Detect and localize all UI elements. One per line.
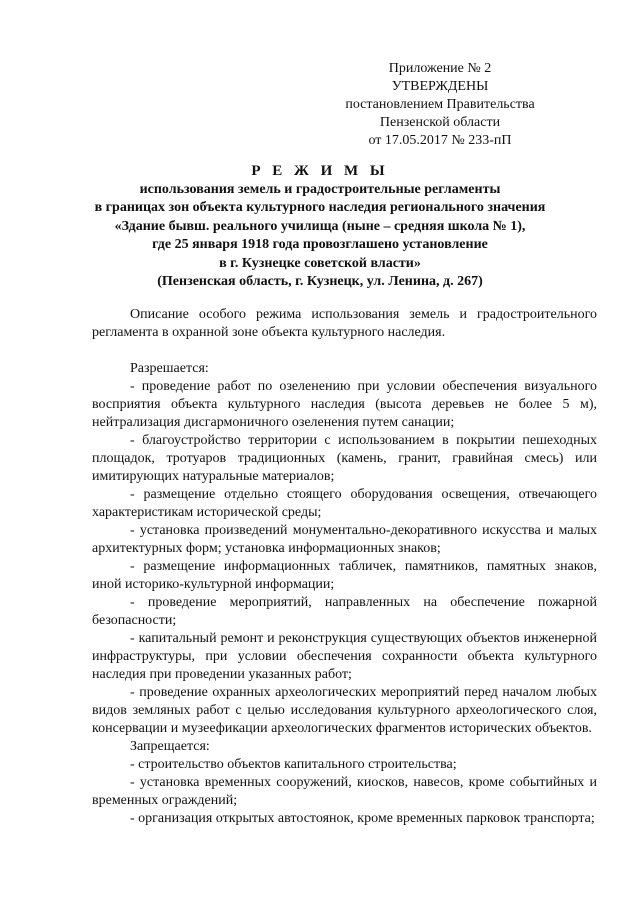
approval-date-number: от 17.05.2017 № 233-пП bbox=[368, 133, 512, 148]
document-body bbox=[92, 306, 597, 828]
title-line: использования земель и градостроительные регламенты bbox=[139, 181, 501, 197]
list-item: - проведение мероприятий, направленных на обеспечение пожарной безопасности; bbox=[92, 595, 597, 628]
title-heading: Р Е Ж И М Ы bbox=[251, 163, 389, 179]
approved-by: постановлением Правительства bbox=[345, 97, 535, 112]
forbidden-label: Запрещается: bbox=[130, 739, 210, 754]
list-item: - благоустройство территории с использованием в покрытии пешеходных площадок, тротуаров традиционных (камень, гранит, гравийная смесь) или имитирующих натуральные материалов; bbox=[92, 433, 597, 484]
list-item: - организация открытых автостоянок, кроме временных парковок транспорта; bbox=[130, 811, 595, 826]
title-line: в г. Кузнецке советской власти» bbox=[219, 255, 421, 271]
title-line: где 25 января 1918 года провозглашено установление bbox=[152, 237, 488, 252]
approved-label: УТВЕРЖДЕНЫ bbox=[391, 79, 489, 94]
list-item: - строительство объектов капитального строительства; bbox=[130, 757, 457, 772]
list-item: - проведение охранных археологических мероприятий перед началом любых видов земляных работ с целью исследования культурного археологического слоя, консервации и музеефикации археологических фрагментов исторических объектов. bbox=[92, 685, 597, 736]
list-item: - капитальный ремонт и реконструкция существующих объектов инженерной инфраструктуры, при условии обеспечения сохранности объекта культурного наследия при проведении указанных работ; bbox=[92, 631, 597, 682]
approved-region: Пензенской области bbox=[379, 115, 501, 130]
list-item: - размещение информационных табличек, памятников, памятных знаков, иной историко-культурной информации; bbox=[92, 559, 597, 592]
document-title bbox=[60, 162, 580, 292]
intro-paragraph: Описание особого режима использования земель и градостроительного регламента в охранной зоне объекта культурного наследия. bbox=[92, 307, 597, 340]
title-line: «Здание бывш. реального училища (ныне – средняя школа № 1), bbox=[114, 218, 526, 234]
list-item: - установка временных сооружений, киосков, навесов, кроме событийных и временных ограждений; bbox=[92, 775, 597, 808]
approval-stamp bbox=[300, 60, 580, 150]
list-item: - установка произведений монументально-декоративного искусства и малых архитектурных форм; установка информационных знаков; bbox=[92, 523, 597, 556]
title-line: (Пензенская область, г. Кузнецк, ул. Ленина, д. 267) bbox=[157, 274, 483, 289]
list-item: - размещение отдельно стоящего оборудования освещения, отвечающего характеристикам исторической среды; bbox=[92, 487, 597, 520]
allowed-label: Разрешается: bbox=[130, 361, 209, 376]
list-item: - проведение работ по озеленению при условии обеспечения визуального восприятия объекта культурного наследия (высота деревьев не более 5 м), нейтрализация дисгармоничного озеленения путем санации; bbox=[92, 379, 597, 430]
title-line: в границах зон объекта культурного наследия регионального значения bbox=[94, 200, 546, 215]
appendix-number: Приложение № 2 bbox=[388, 61, 492, 76]
